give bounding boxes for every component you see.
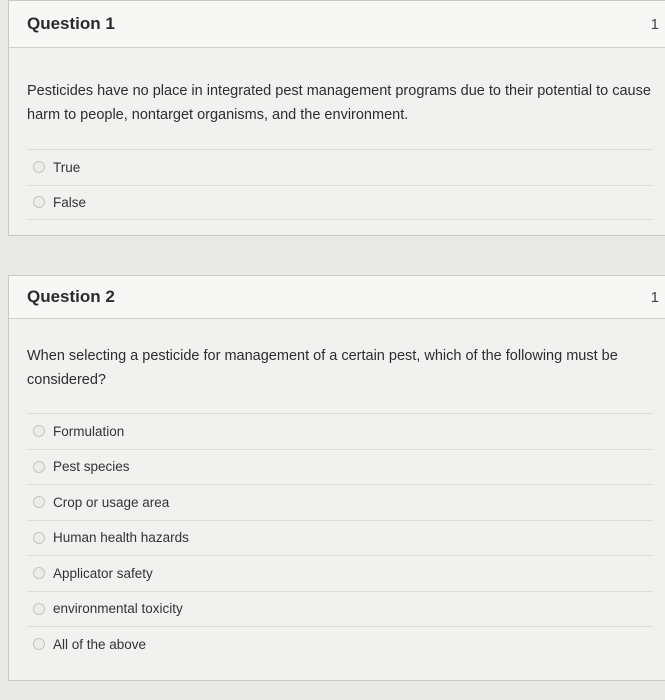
answer-list [27,149,653,220]
answer-option-formulation[interactable] [27,413,653,449]
radio-button[interactable] [33,496,45,508]
answer-option-false[interactable] [27,185,653,221]
answer-option-human-health[interactable] [27,520,653,556]
question-body [9,79,665,220]
answer-label: Crop or usage area [53,494,170,510]
answer-label: environmental toxicity [53,601,183,617]
answer-list [27,413,653,662]
question-points: 1 [650,15,659,33]
answer-option-environmental-toxicity[interactable] [27,591,653,627]
answer-option-true[interactable] [27,149,653,185]
radio-button[interactable] [33,638,45,650]
radio-button[interactable] [33,461,45,473]
question-body [9,344,665,662]
answer-option-all-of-the-above[interactable] [27,626,653,662]
question-title: Question 2 [27,287,115,306]
answer-label: Human health hazards [53,530,189,546]
answer-label: All of the above [53,636,147,652]
answer-option-crop-area[interactable] [27,484,653,520]
answer-label: Applicator safety [53,565,153,581]
radio-button[interactable] [33,603,45,615]
radio-button[interactable] [33,161,45,173]
radio-button[interactable] [33,532,45,544]
radio-button[interactable] [33,425,45,437]
question-1 [8,0,665,236]
question-title: Question 1 [27,14,115,33]
radio-button[interactable] [33,196,45,208]
answer-label: False [53,194,87,210]
answer-option-applicator-safety[interactable] [27,555,653,591]
answer-label: Pest species [53,459,130,475]
question-points: 1 [650,288,659,306]
question-header [9,276,665,319]
question-header [9,1,665,48]
answer-option-pest-species[interactable] [27,449,653,485]
question-text: Pesticides have no place in integrated pest management programs due to their potential to cause harm to people, nontarget organisms, and the environment. [27,83,651,123]
answer-label: Formulation [53,423,125,439]
radio-button[interactable] [33,567,45,579]
question-text: When selecting a pesticide for management of a certain pest, which of the following must be considered? [27,348,618,388]
question-2 [8,275,665,681]
answer-label: True [53,159,81,175]
